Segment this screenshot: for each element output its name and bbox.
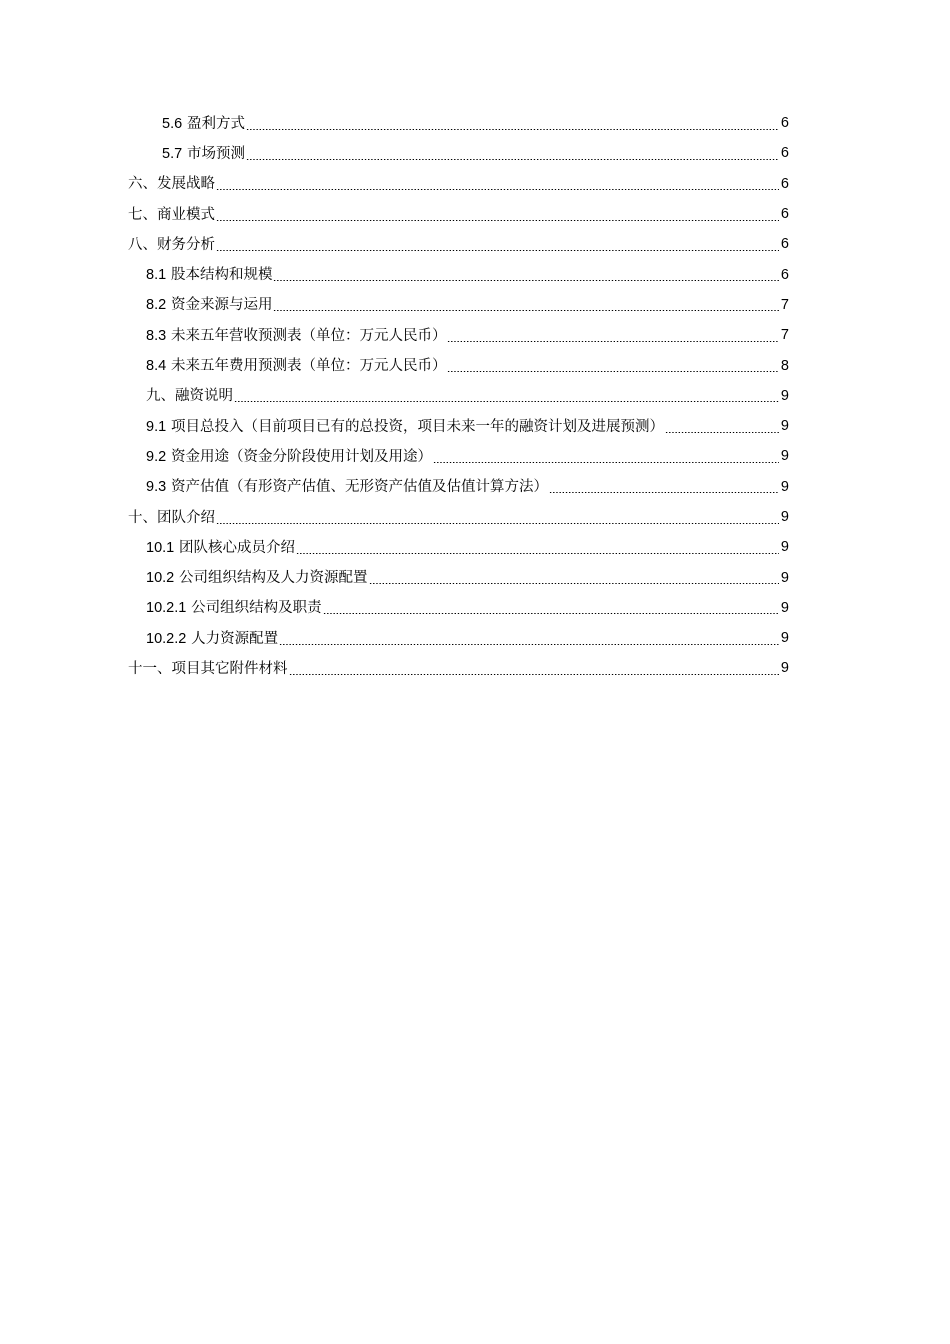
toc-entry-page-number: 6 — [780, 206, 789, 223]
dot-leader — [296, 553, 779, 554]
toc-entry-page-number: 7 — [780, 327, 789, 344]
dot-leader — [246, 129, 779, 130]
dot-leader — [323, 613, 779, 614]
toc-entry-page-number: 9 — [780, 539, 789, 556]
toc-entry-page-number: 6 — [780, 175, 789, 192]
dot-leader — [216, 250, 779, 251]
toc-entry-page-number: 8 — [780, 357, 789, 374]
toc-entry-page-number: 6 — [780, 115, 789, 132]
toc-entry-title: 资金用途（资金分阶段使用计划及用途） — [170, 448, 432, 465]
toc-entry-page-number: 9 — [780, 630, 789, 647]
toc-entry-chapter-6[interactable] — [128, 169, 789, 199]
toc-entry-8-4[interactable] — [146, 350, 789, 380]
toc-entry-9-2[interactable] — [146, 441, 789, 471]
toc-entry-title: 十、团队介绍 — [128, 509, 215, 526]
dot-leader — [273, 310, 778, 311]
toc-entry-title: 八、财务分析 — [128, 236, 215, 253]
toc-entry-title: 未来五年费用预测表（单位：万元人民币） — [170, 358, 447, 375]
toc-entry-page-number: 9 — [780, 387, 789, 404]
toc-entry-title: 九、融资说明 — [146, 388, 233, 405]
toc-entry-page-number: 6 — [780, 145, 789, 162]
toc-entry-number: 8.2 — [146, 297, 167, 314]
dot-leader — [433, 462, 779, 463]
toc-entry-number: 9.1 — [146, 418, 167, 435]
toc-entry-page-number: 9 — [780, 599, 789, 616]
toc-entry-page-number: 9 — [780, 569, 789, 586]
toc-entry-title: 市场预测 — [186, 145, 245, 162]
toc-entry-10-2-2[interactable] — [146, 623, 789, 653]
toc-entry-number: 5.6 — [162, 115, 183, 132]
dot-leader — [369, 583, 779, 584]
toc-entry-10-1[interactable] — [146, 532, 789, 562]
toc-entry-page-number: 9 — [780, 418, 789, 435]
toc-entry-chapter-8[interactable] — [128, 229, 789, 259]
toc-entry-page-number: 9 — [780, 478, 789, 495]
toc-entry-page-number: 9 — [780, 448, 789, 465]
dot-leader — [447, 341, 778, 342]
toc-entry-title: 资产估值（有形资产估值、无形资产估值及估值计算方法） — [170, 479, 548, 496]
toc-entry-9-3[interactable] — [146, 472, 789, 502]
toc-entry-title: 未来五年营收预测表（单位：万元人民币） — [170, 327, 447, 344]
toc-entry-number: 10.2.1 — [146, 600, 187, 617]
toc-entry-page-number: 7 — [780, 296, 789, 313]
toc-entry-page-number: 9 — [780, 660, 789, 677]
toc-entry-chapter-9[interactable] — [146, 381, 789, 411]
dot-leader — [447, 371, 778, 372]
toc-entry-title: 七、商业模式 — [128, 206, 215, 223]
toc-entry-number: 8.1 — [146, 267, 167, 284]
table-of-contents — [0, 108, 950, 684]
toc-entry-5-6[interactable] — [162, 108, 789, 138]
dot-leader — [549, 492, 779, 493]
toc-entry-title: 盈利方式 — [186, 115, 245, 132]
toc-entry-number: 5.7 — [162, 145, 183, 162]
toc-entry-page-number: 6 — [780, 236, 789, 253]
dot-leader — [216, 189, 779, 190]
toc-entry-10-2[interactable] — [146, 562, 789, 592]
toc-entry-chapter-7[interactable] — [128, 199, 789, 229]
toc-entry-number: 10.2.2 — [146, 630, 187, 647]
toc-entry-title: 公司组织结构及人力资源配置 — [179, 570, 368, 587]
dot-leader — [216, 523, 779, 524]
toc-entry-chapter-10[interactable] — [128, 502, 789, 532]
toc-entry-number: 10.2 — [146, 570, 175, 587]
toc-entry-8-3[interactable] — [146, 320, 789, 350]
dot-leader — [665, 432, 779, 433]
toc-entry-title: 公司组织结构及职责 — [191, 600, 322, 617]
dot-leader — [273, 280, 778, 281]
toc-entry-number: 10.1 — [146, 539, 175, 556]
toc-entry-9-1[interactable] — [146, 411, 789, 441]
dot-leader — [234, 401, 779, 402]
toc-entry-number: 8.3 — [146, 327, 167, 344]
toc-entry-title: 六、发展战略 — [128, 176, 215, 193]
toc-entry-8-1[interactable] — [146, 259, 789, 289]
toc-entry-page-number: 9 — [780, 509, 789, 525]
toc-entry-number: 9.3 — [146, 479, 167, 496]
toc-entry-title: 人力资源配置 — [191, 630, 279, 647]
toc-entry-title: 十一、项目其它附件材料 — [128, 661, 288, 677]
dot-leader — [246, 159, 779, 160]
toc-entry-title: 资金来源与运用 — [170, 297, 273, 314]
dot-leader — [279, 644, 779, 645]
toc-entry-8-2[interactable] — [146, 290, 789, 320]
toc-entry-title: 项目总投入（目前项目已有的总投资，项目未来一年的融资计划及进展预测） — [170, 418, 664, 435]
dot-leader — [216, 220, 779, 221]
toc-entry-title: 团队核心成员介绍 — [179, 539, 296, 556]
dot-leader — [289, 674, 779, 675]
toc-entry-5-7[interactable] — [162, 138, 789, 168]
toc-entry-number: 8.4 — [146, 358, 167, 375]
toc-entry-title: 股本结构和规模 — [170, 267, 273, 284]
toc-entry-10-2-1[interactable] — [146, 593, 789, 623]
toc-entry-number: 9.2 — [146, 448, 167, 465]
toc-entry-page-number: 6 — [780, 266, 789, 283]
toc-entry-chapter-11[interactable] — [128, 653, 789, 683]
